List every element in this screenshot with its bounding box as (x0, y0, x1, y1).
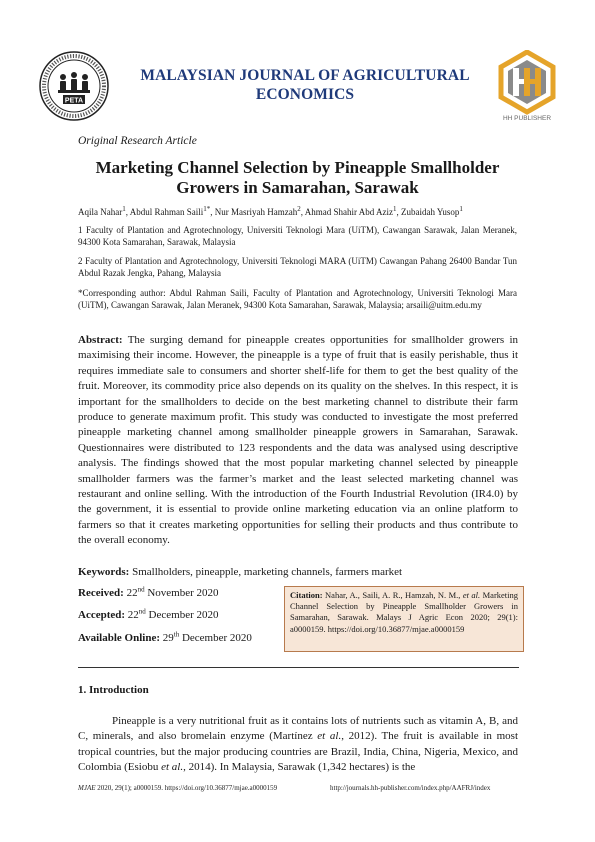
received-date: Received: 22nd November 2020 (78, 585, 219, 599)
affiliation-2: 2 Faculty of Plantation and Agrotechnology, Universiti Teknologi MARA (UiTM) Cawangan Pahang 26400 Bandar Tun Abdul Razak Jengka, Pahang, Malaysia (78, 256, 517, 278)
affiliation-1: 1 Faculty of Plantation and Agrotechnology, Universiti Teknologi Mara (UiTM), Cawangan Sarawak, Jalan Meranek, 94300 Kota Samarahan, Sarawak, Malaysia (78, 225, 517, 247)
paper-title (70, 158, 525, 198)
journal-name-line1: MALAYSIAN JOURNAL OF AGRICULTURAL (140, 67, 470, 84)
keywords-label: Keywords: (78, 566, 130, 578)
keywords-text: Smallholders, pineapple, marketing channels, farmers market (132, 566, 403, 578)
footer-citation: MJAE 2020, 29(1); a0000159. https://doi.org/10.36877/mjae.a0000159 (78, 784, 278, 792)
author-list (78, 207, 463, 217)
article-type: Original Research Article (78, 135, 197, 147)
author: Abdul Rahman Saili$^{1*}$, (129, 205, 215, 217)
section-divider (78, 667, 519, 668)
author: Aqila Nahar$^1$, (78, 205, 130, 217)
online-date: Available Online: 29th December 2020 (78, 630, 252, 644)
peta-logo (38, 50, 110, 122)
keywords (78, 566, 402, 578)
citation-label: Citation: (290, 590, 323, 600)
author: Ahmad Shahir Abd Aziz$^1$, (304, 205, 401, 217)
corresponding-author: *Corresponding author: Abdul Rahman Saili, Faculty of Plantation and Agrotechnology, Universiti Teknologi Mara (UiTM), Cawangan Sarawak, Jalan Meranek, 94300 Kota Samarahan, Sarawak, Malaysia; arsaili@uitm.edu.my (78, 288, 517, 310)
author: Zubaidah Yusop$^1$ (401, 205, 463, 217)
paper-title-line1: Marketing Channel Selection by Pineapple Smallholder (95, 158, 500, 177)
abstract-text: The surging demand for pineapple creates opportunities for smallholder growers in maximising their income. However, the pineapple is a type of fruit that is easily perishable, thus it requires immediate sale to consumers and shorter shelf-life for them to get the best quality of the fruit. Moreover, its commodity price also depends on its quality on the shelves. In this respect, it is important for the smallholders to decide on the best marketing channel to distribute their farm produce to generate maximum profit. This study was conducted to investigate the most preferred pineapple marketing channel among smallholder pineapple growers in Samarahan, Sarawak. Questionnaires were distributed to 123 respondents and the data was analysed using descriptive analysis. The findings showed that the most popular marketing channel selected by pineapple smallholder farmers was the farmer’s market and the least selected marketing channel was restaurant and online selling. With the introduction of the Fourth Industrial Revolution (IR4.0) by the government, it is essential to provide online marketing education via an online platform to farmers so that it creates marketing opportunities for selling their products and thus contribute to the overall economy. (78, 334, 518, 547)
abstract-label: Abstract: (78, 334, 123, 346)
journal-name-line2: ECONOMICS (255, 86, 355, 103)
author: Nur Masriyah Hamzah$^2$, (214, 205, 305, 217)
section-heading-introduction: 1. Introduction (78, 684, 149, 696)
svg-text:PETA: PETA (64, 97, 84, 105)
hh-publisher-logo (496, 50, 558, 122)
footer-url[interactable]: http://journals.hh-publisher.com/index.php/AAFRJ/index (330, 784, 491, 792)
citation-box: Citation: Nahar, A., Saili, A. R., Hamzah, N. M., et al. Marketing Channel Selection by Pineapple Smallholder Growers in Samarahan, Sarawak. Malays J Agric Econ 2020; 29(1): a0000159. https://doi.org/10.36877/mjae.a0000159 (284, 586, 524, 652)
paper-title-line2: Growers in Samarahan, Sarawak (176, 178, 419, 197)
introduction-paragraph: Pineapple is a very nutritional fruit as it contains lots of nutrients such as vitamin A, B, and C, minerals, and also bromelain enzyme (Martínez et al., 2012). The fruit is available in most tropical countries, but the major producing countries are Brazil, India, China, Nigeria, Mexico, and Colombia (Esiobu et al., 2014). In Malaysia, Sarawak (1,342 hectares) is the (78, 715, 518, 774)
svg-text:HH PUBLISHER: HH PUBLISHER (502, 115, 552, 122)
citation-text: Marketing Channel Selection by Pineapple Smallholder Growers in Samarahan, Sarawak. Malays J Agric Econ 2020; 29(1): a0000159. https://doi.org/10.36877/mjae.a0000159 (290, 590, 519, 634)
journal-name (120, 66, 490, 104)
accepted-date: Accepted: 22nd December 2020 (78, 607, 219, 621)
abstract (78, 333, 518, 549)
